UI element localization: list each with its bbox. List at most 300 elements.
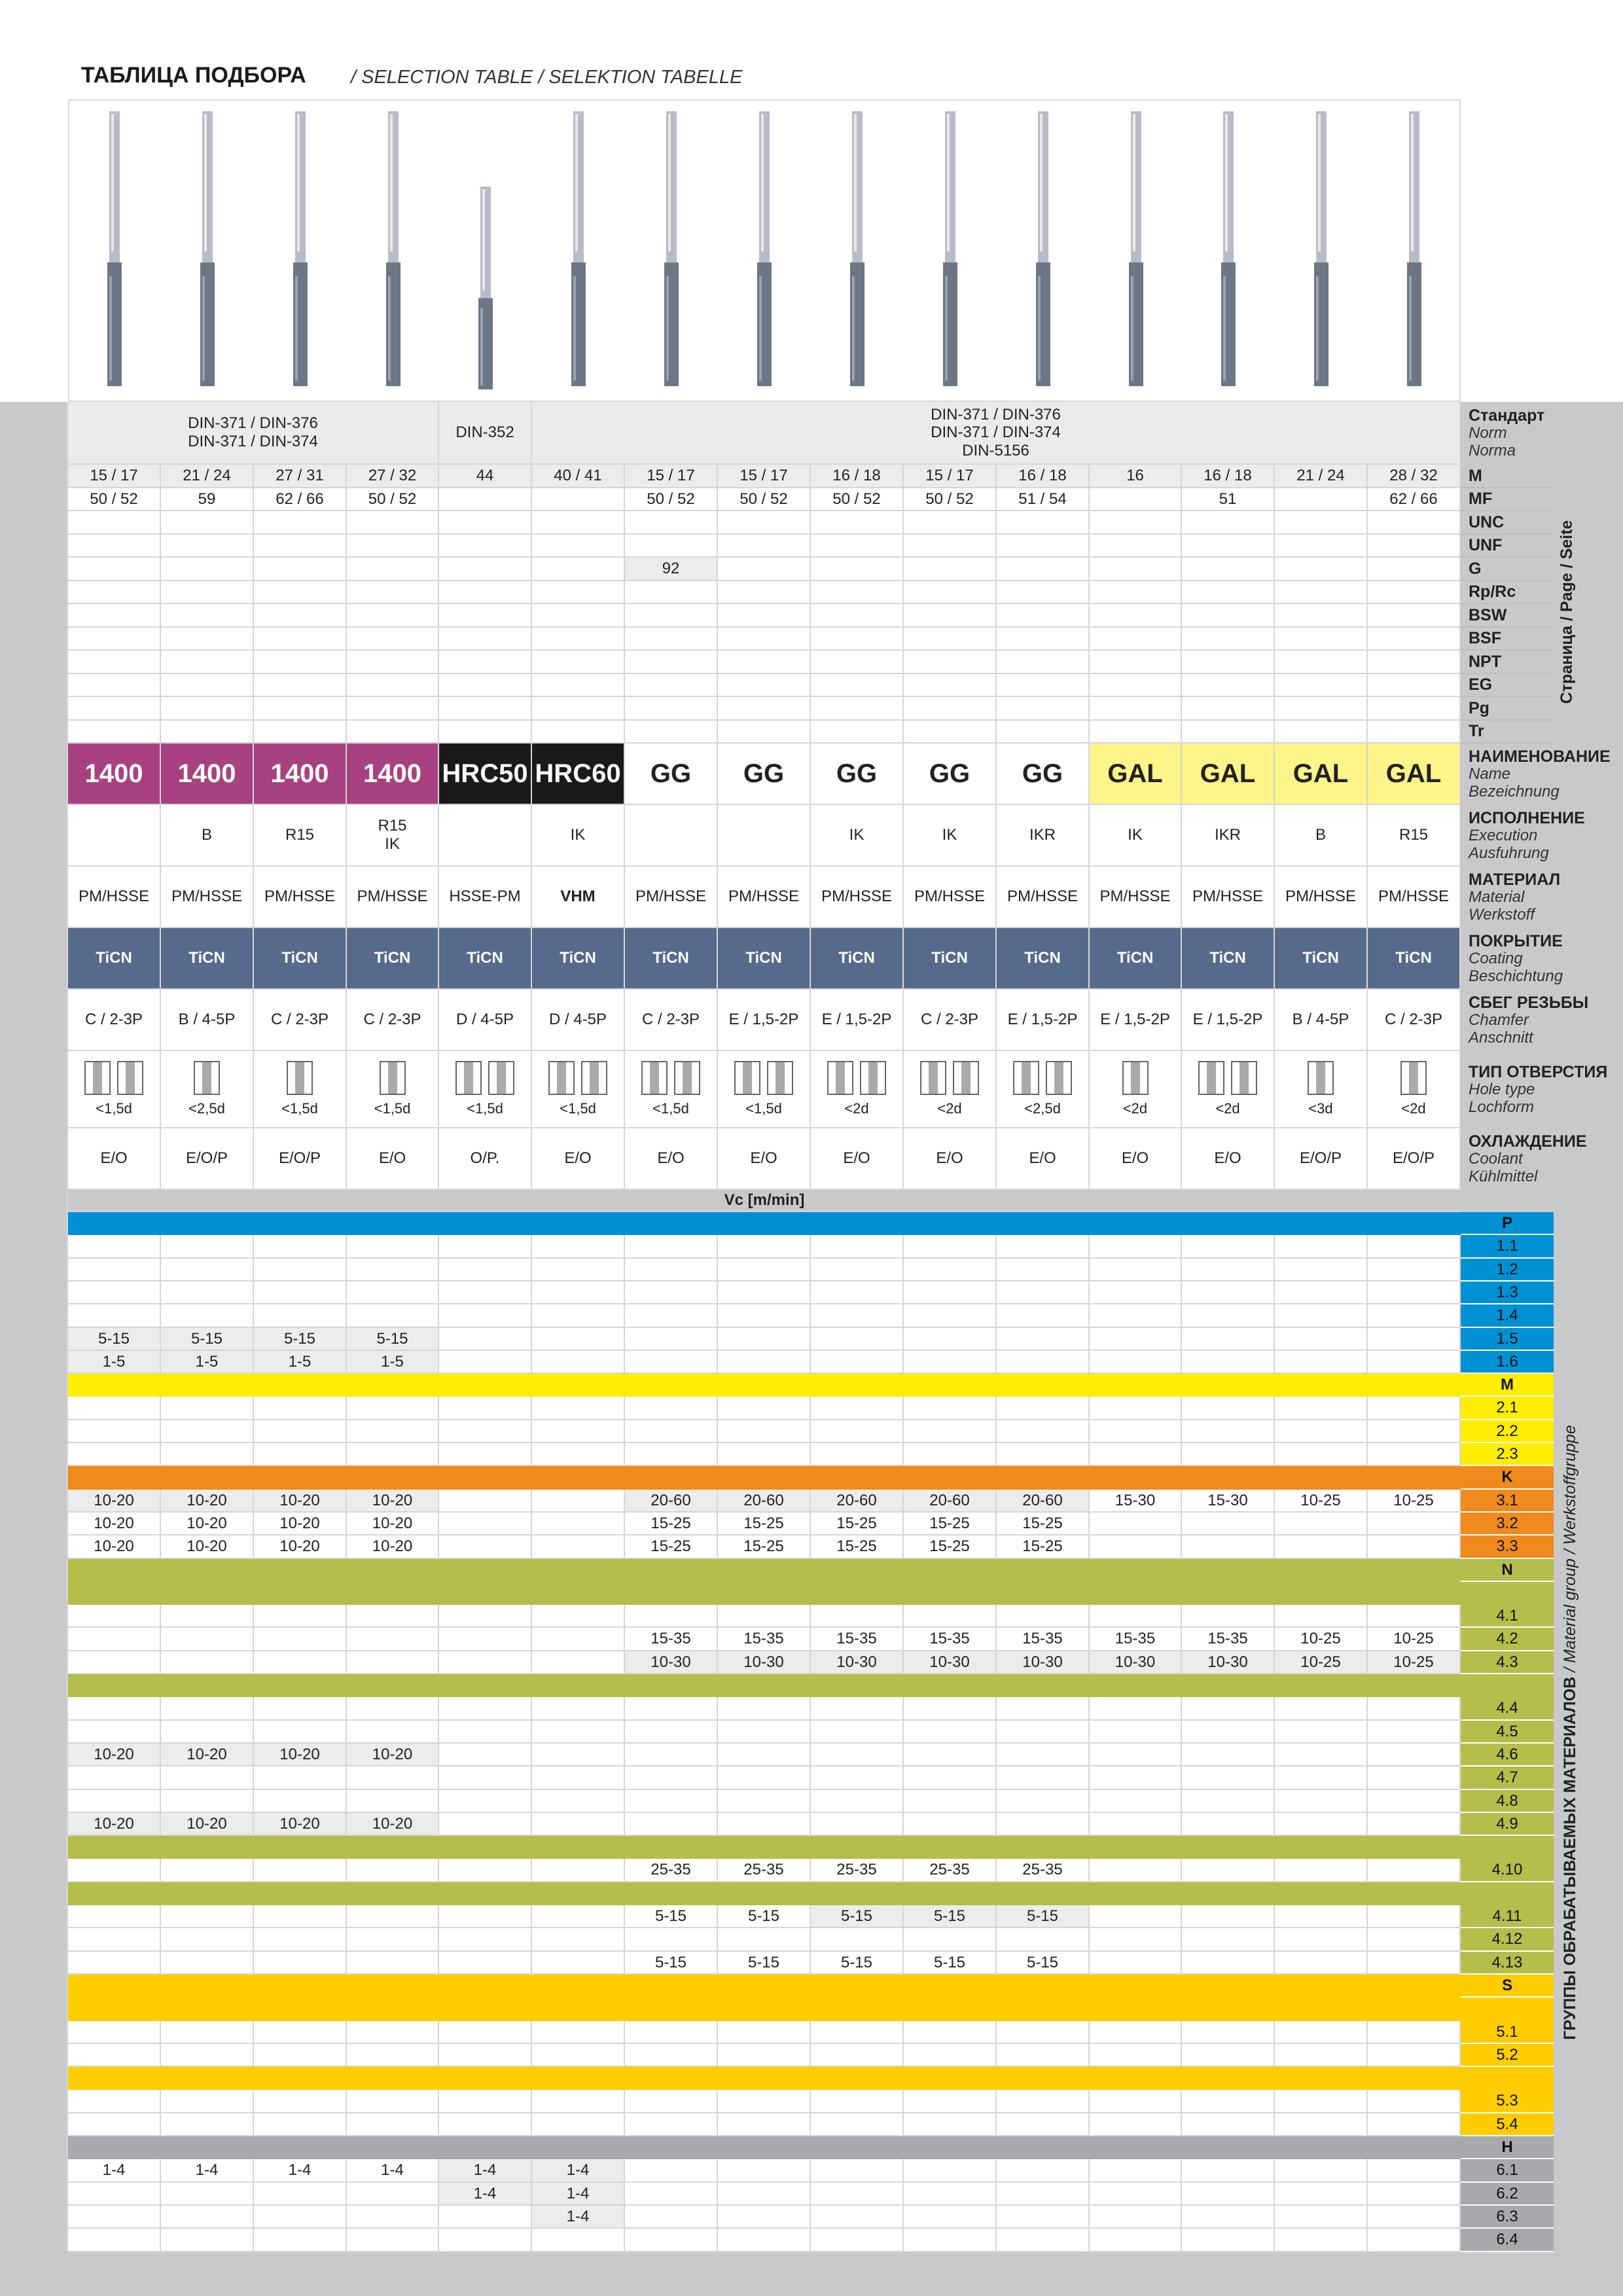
vc-cell [997, 1443, 1090, 1466]
hole-type-cell [1090, 1051, 1182, 1128]
vc-cell [439, 1328, 532, 1351]
vc-cell [532, 1952, 625, 1975]
group-code: N [1461, 1559, 1554, 1582]
vc-cell: 5-15 [904, 1952, 997, 1975]
vc-cell: 10-20 [161, 1744, 254, 1767]
vc-cell [1275, 1813, 1368, 1836]
name-badge: GG [997, 744, 1090, 805]
vc-cell: 10-20 [347, 1535, 439, 1559]
vc-cell [68, 2113, 161, 2136]
vc-cell [904, 1235, 997, 1259]
vc-cell [1275, 1397, 1368, 1420]
execution-cell: IKR [1182, 805, 1275, 867]
vc-cell [1182, 1235, 1275, 1259]
thread-cell [997, 604, 1090, 628]
vc-cell [904, 1304, 997, 1328]
vc-cell: 10-30 [904, 1651, 997, 1674]
thread-cell: 50 / 52 [811, 488, 904, 511]
group-code: 4.7 [1461, 1767, 1554, 1790]
vc-cell [811, 2183, 904, 2206]
vc-cell: 5-15 [254, 1328, 347, 1351]
vc-cell: 5-15 [625, 1952, 718, 1975]
name-badge: 1400 [161, 744, 254, 805]
execution-cell: R15 [1368, 805, 1461, 867]
thread-code: BSW [1461, 604, 1552, 628]
thread-cell [904, 558, 997, 581]
group-code: S [1461, 1975, 1554, 1998]
vc-cell [254, 1282, 347, 1304]
vc-cell [439, 2229, 532, 2252]
name-badge: HRC50 [439, 744, 532, 805]
vc-cell: 5-15 [718, 1952, 811, 1975]
vc-cell [1182, 1397, 1275, 1420]
vc-cell [1182, 1952, 1275, 1975]
vc-cell [718, 2044, 811, 2067]
vc-cell: 1-5 [68, 1351, 161, 1374]
vc-cell [1368, 1697, 1461, 1721]
hole-type-cell [1182, 1051, 1275, 1128]
thread-cell [1275, 721, 1368, 744]
material-cell: PM/HSSE [1090, 867, 1182, 928]
vc-cell [811, 2206, 904, 2229]
vc-cell [161, 1259, 254, 1282]
vc-cell [1090, 1952, 1182, 1975]
coolant-cell: E/O/P [161, 1128, 254, 1190]
vc-cell [1182, 1744, 1275, 1767]
thread-cell [68, 558, 161, 581]
vc-cell [997, 1605, 1090, 1628]
thread-cell [718, 697, 811, 721]
vc-cell [997, 1813, 1090, 1836]
vc-cell [254, 1952, 347, 1975]
execution-cell [625, 805, 718, 867]
thread-cell [718, 628, 811, 651]
vc-cell [1182, 1859, 1275, 1882]
thread-cell [532, 721, 625, 744]
vc-cell [1182, 1535, 1275, 1559]
chamfer-cell: C / 2-3P [625, 990, 718, 1051]
thread-cell [439, 674, 532, 697]
vc-cell [625, 2159, 718, 2183]
material-cell: PM/HSSE [347, 867, 439, 928]
vc-cell: 15-30 [1090, 1490, 1182, 1513]
vc-cell [1275, 1697, 1368, 1721]
group-band [68, 1975, 1554, 1998]
vc-cell [997, 2206, 1090, 2229]
thread-cell [532, 697, 625, 721]
vc-cell [904, 1420, 997, 1443]
name-badge: GG [625, 744, 718, 805]
chamfer-cell: B / 4-5P [1275, 990, 1368, 1051]
thread-cell [347, 581, 439, 604]
vc-cell: 1-4 [532, 2159, 625, 2183]
vc-cell [1275, 2206, 1368, 2229]
vc-cell [68, 1282, 161, 1304]
row-label-ru: СБЕГ РЕЗЬБЫ [1469, 993, 1589, 1012]
vc-cell [347, 1235, 439, 1259]
vc-cell [1182, 1605, 1275, 1628]
vc-cell [439, 2021, 532, 2044]
vc-cell [718, 1259, 811, 1282]
vc-cell [625, 1790, 718, 1813]
vc-cell [68, 1651, 161, 1674]
name-badge: GG [811, 744, 904, 805]
vc-cell [625, 1767, 718, 1790]
name-badge: GAL [1090, 744, 1182, 805]
vc-cell [904, 1259, 997, 1282]
vc-cell [1275, 1859, 1368, 1882]
vc-cell: 15-35 [718, 1628, 811, 1651]
tap-image [1310, 111, 1333, 386]
vc-cell [625, 1304, 718, 1328]
vc-cell [997, 1744, 1090, 1767]
vc-cell [718, 1443, 811, 1466]
vc-cell [1275, 2229, 1368, 2252]
thread-code: BSF [1461, 628, 1552, 651]
vc-cell [904, 2229, 997, 2252]
group-code: 6.1 [1461, 2159, 1554, 2183]
hole-icon [1308, 1061, 1334, 1095]
name-badge: GG [904, 744, 997, 805]
vc-cell [347, 1905, 439, 1928]
vc-cell [254, 1605, 347, 1628]
vc-cell [1368, 1928, 1461, 1952]
vc-cell [1182, 2021, 1275, 2044]
vc-cell [254, 1790, 347, 1813]
vc-cell [904, 2183, 997, 2206]
thread-cell: 16 [1090, 465, 1182, 488]
vc-cell [625, 1813, 718, 1836]
vc-cell [1368, 2090, 1461, 2113]
name-badge: HRC60 [532, 744, 625, 805]
vc-cell [1368, 1259, 1461, 1282]
thread-cell [1275, 697, 1368, 721]
group-band [68, 1998, 1554, 2021]
group-band [68, 2067, 1554, 2090]
vc-cell [161, 1859, 254, 1882]
table-left-border [67, 402, 68, 2252]
thread-cell [811, 581, 904, 604]
vc-cell [1090, 1351, 1182, 1374]
vc-cell [347, 1304, 439, 1328]
thread-cell [254, 558, 347, 581]
vc-cell: 10-30 [625, 1651, 718, 1674]
coating-cell: TiCN [811, 928, 904, 990]
hole-type-cell [439, 1051, 532, 1128]
vc-cell [161, 1420, 254, 1443]
vc-cell [625, 1744, 718, 1767]
thread-cell [68, 674, 161, 697]
vc-cell [1275, 1605, 1368, 1628]
row-label-en: Hole type [1469, 1081, 1535, 1099]
coolant-cell: E/O [718, 1128, 811, 1190]
vc-cell [439, 1697, 532, 1721]
thread-cell [1182, 674, 1275, 697]
vc-cell [1368, 1721, 1461, 1744]
group-code: 6.2 [1461, 2183, 1554, 2206]
vc-cell [811, 1304, 904, 1328]
thread-cell [439, 721, 532, 744]
thread-cell [904, 581, 997, 604]
vc-cell [811, 2159, 904, 2183]
vc-cell [811, 1721, 904, 1744]
vc-cell [1090, 1905, 1182, 1928]
hole-depth: <1,5d [281, 1100, 318, 1117]
vc-cell [1368, 1767, 1461, 1790]
vc-cell [161, 1235, 254, 1259]
vc-cell: 25-35 [904, 1859, 997, 1882]
tap-image [1217, 111, 1240, 386]
thread-cell: 51 [1182, 488, 1275, 511]
thread-cell: 50 / 52 [68, 488, 161, 511]
group-code: 1.3 [1461, 1282, 1554, 1304]
thread-cell [532, 488, 625, 511]
vc-cell [1368, 1535, 1461, 1559]
hole-icon [1013, 1061, 1072, 1095]
group-code: 4.8 [1461, 1790, 1554, 1813]
vc-cell [68, 2090, 161, 2113]
thread-cell: 62 / 66 [1368, 488, 1461, 511]
vc-cell [625, 2044, 718, 2067]
thread-cell [532, 511, 625, 535]
vc-cell [1368, 1420, 1461, 1443]
vc-cell [532, 1744, 625, 1767]
thread-cell: 27 / 32 [347, 465, 439, 488]
vc-cell [347, 1928, 439, 1952]
execution-cell: IK [811, 805, 904, 867]
vc-cell [718, 2021, 811, 2044]
vc-cell [161, 2229, 254, 2252]
hole-type-cell [718, 1051, 811, 1128]
vc-cell [68, 1628, 161, 1651]
vc-cell: 15-30 [1182, 1490, 1275, 1513]
vc-cell: 15-25 [718, 1513, 811, 1535]
thread-cell: 15 / 17 [625, 465, 718, 488]
vc-cell [811, 1605, 904, 1628]
material-cell: PM/HSSE [904, 867, 997, 928]
vc-cell [161, 1628, 254, 1651]
group-code: 5.1 [1461, 2021, 1554, 2044]
row-label [1461, 1128, 1623, 1190]
tap-image [1031, 111, 1055, 386]
vc-cell [625, 1328, 718, 1351]
thread-cell [1368, 651, 1461, 674]
material-cell: PM/HSSE [625, 867, 718, 928]
thread-cell [254, 535, 347, 558]
thread-code: Rp/Rc [1461, 581, 1552, 604]
vc-cell [811, 1282, 904, 1304]
execution-cell: R15 [254, 805, 347, 867]
vc-cell [1368, 1351, 1461, 1374]
vc-cell [161, 1697, 254, 1721]
thread-cell [254, 604, 347, 628]
group-code: 5.3 [1461, 2090, 1554, 2113]
thread-cell: 21 / 24 [1275, 465, 1368, 488]
thread-cell [1182, 604, 1275, 628]
vc-cell [532, 1535, 625, 1559]
tap-image [474, 187, 497, 389]
vc-cell [254, 1859, 347, 1882]
name-badge: GG [718, 744, 811, 805]
thread-cell [1368, 558, 1461, 581]
group-code: 4.10 [1461, 1859, 1554, 1882]
vc-cell [625, 1928, 718, 1952]
vc-cell [532, 1328, 625, 1351]
group-code: M [1461, 1374, 1554, 1397]
vc-cell [625, 2090, 718, 2113]
thread-code: Tr [1461, 721, 1552, 744]
material-cell: PM/HSSE [1368, 867, 1461, 928]
vc-cell [439, 1259, 532, 1282]
vc-cell: 10-20 [254, 1744, 347, 1767]
vc-cell [625, 1235, 718, 1259]
vc-cell [718, 1767, 811, 1790]
hole-type-cell [532, 1051, 625, 1128]
material-cell: PM/HSSE [811, 867, 904, 928]
row-label-en: Chamfer [1469, 1011, 1529, 1030]
thread-cell: 21 / 24 [161, 465, 254, 488]
groups-label-en: / Material group / Werkstoffgruppe [1561, 1424, 1579, 1677]
hole-icon [827, 1061, 886, 1095]
thread-cell [1275, 581, 1368, 604]
vc-cell: 5-15 [718, 1905, 811, 1928]
group-code: 3.3 [1461, 1535, 1554, 1559]
vc-cell [1368, 2159, 1461, 2183]
vc-header: Vc [m/min] [68, 1190, 1461, 1212]
thread-cell [347, 651, 439, 674]
vc-cell [997, 1790, 1090, 1813]
thread-cell [161, 535, 254, 558]
vc-cell [1182, 2159, 1275, 2183]
hole-type-cell [811, 1051, 904, 1128]
vc-cell [811, 1443, 904, 1466]
vc-cell: 10-20 [347, 1513, 439, 1535]
vc-cell [68, 2206, 161, 2229]
vc-cell [439, 1790, 532, 1813]
vc-cell [904, 2021, 997, 2044]
vc-cell: 1-4 [68, 2159, 161, 2183]
execution-cell: IK [532, 805, 625, 867]
row-label-en: Coolant [1469, 1150, 1523, 1168]
vc-cell [718, 1790, 811, 1813]
tap-image [196, 111, 219, 386]
hole-depth: <2d [937, 1100, 962, 1117]
name-badge: GAL [1368, 744, 1461, 805]
thread-cell [439, 488, 532, 511]
vc-cell [625, 2229, 718, 2252]
groups-label [1561, 1379, 1587, 2086]
thread-cell: 50 / 52 [718, 488, 811, 511]
vc-cell [439, 1282, 532, 1304]
thread-cell [1275, 674, 1368, 697]
vc-cell [532, 1628, 625, 1651]
vc-cell [1090, 2229, 1182, 2252]
vc-cell [68, 1721, 161, 1744]
vc-cell [1368, 1790, 1461, 1813]
vc-cell [1368, 1235, 1461, 1259]
name-badge: GAL [1275, 744, 1368, 805]
vc-cell [532, 2044, 625, 2067]
vc-cell: 10-20 [161, 1535, 254, 1559]
vc-cell [254, 1928, 347, 1952]
name-badge: GAL [1182, 744, 1275, 805]
group-code: 1.4 [1461, 1304, 1554, 1328]
vc-cell [718, 2159, 811, 2183]
vc-cell [347, 1628, 439, 1651]
coolant-cell: E/O [811, 1128, 904, 1190]
thread-cell [347, 674, 439, 697]
coolant-cell: E/O/P [1275, 1128, 1368, 1190]
thread-cell [904, 674, 997, 697]
thread-cell [254, 581, 347, 604]
vc-cell [254, 1443, 347, 1466]
vc-cell: 25-35 [718, 1859, 811, 1882]
vc-cell [1182, 1282, 1275, 1304]
vc-cell [439, 2113, 532, 2136]
vc-cell [1090, 1328, 1182, 1351]
coating-cell: TiCN [161, 928, 254, 990]
hole-type-cell [1368, 1051, 1461, 1128]
group-code: 4.9 [1461, 1813, 1554, 1836]
thread-cell [254, 628, 347, 651]
vc-cell [439, 1535, 532, 1559]
thread-cell [161, 651, 254, 674]
thread-cell [625, 651, 718, 674]
coolant-cell: E/O/P [1368, 1128, 1461, 1190]
vc-cell [1275, 1513, 1368, 1535]
vc-cell [1090, 2090, 1182, 2113]
thread-cell [1090, 674, 1182, 697]
thread-cell [439, 604, 532, 628]
group-code: P [1461, 1212, 1554, 1235]
vc-cell [904, 1813, 997, 1836]
vc-cell [347, 2113, 439, 2136]
thread-cell [254, 511, 347, 535]
hole-icon [84, 1061, 143, 1095]
vc-cell [997, 1235, 1090, 1259]
thread-cell [1182, 651, 1275, 674]
vc-cell [532, 1282, 625, 1304]
vc-cell [1090, 1235, 1182, 1259]
row-label-ru: ПОКРЫТИЕ [1469, 931, 1563, 950]
vc-cell [439, 1235, 532, 1259]
thread-cell [1275, 651, 1368, 674]
row-label [1461, 990, 1623, 1051]
hole-icon [194, 1061, 220, 1095]
vc-cell: 25-35 [811, 1859, 904, 1882]
tap-image [660, 111, 683, 386]
vc-cell [904, 2159, 997, 2183]
vc-cell [1275, 1721, 1368, 1744]
thread-cell [532, 674, 625, 697]
vc-cell [439, 2044, 532, 2067]
vc-cell [718, 1928, 811, 1952]
vc-cell [625, 1420, 718, 1443]
vc-cell [1275, 1535, 1368, 1559]
vc-cell [1090, 1859, 1182, 1882]
thread-cell [811, 697, 904, 721]
vc-cell [1182, 1443, 1275, 1466]
execution-cell: B [1275, 805, 1368, 867]
vc-cell [1182, 1328, 1275, 1351]
tap-image [753, 111, 776, 386]
vc-cell [254, 1235, 347, 1259]
row-label-de: Bezeichnung [1469, 782, 1560, 800]
vc-cell [718, 1235, 811, 1259]
thread-cell [718, 721, 811, 744]
vc-cell [904, 2044, 997, 2067]
vc-cell [1182, 1420, 1275, 1443]
